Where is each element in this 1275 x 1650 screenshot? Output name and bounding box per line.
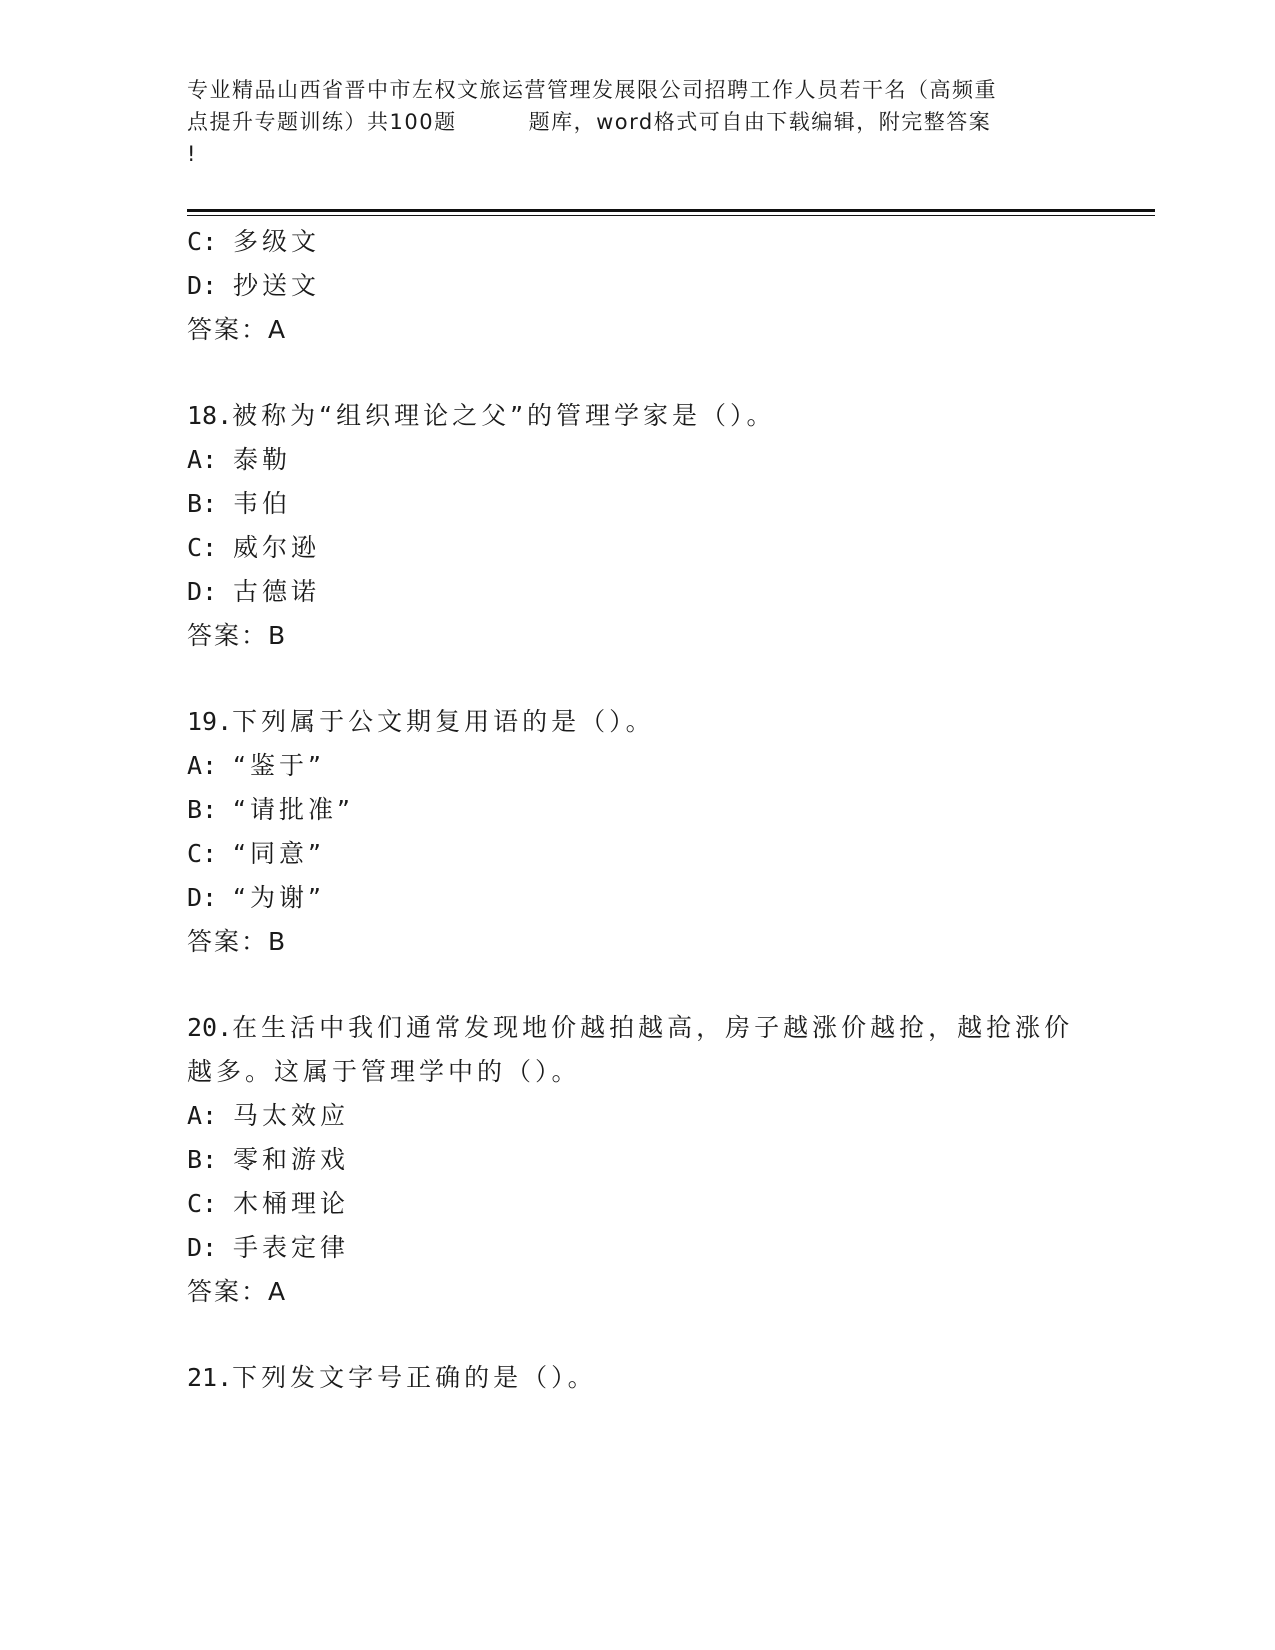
answer-line: [187, 310, 285, 350]
option-d: [187, 1228, 349, 1268]
option-letter: C:: [187, 227, 218, 256]
document-header: [187, 74, 1087, 170]
option-text: 古德诺: [233, 577, 321, 606]
option-letter: C:: [187, 1189, 218, 1218]
option-letter: B:: [187, 1145, 218, 1174]
answer-value: A: [268, 315, 286, 344]
option-c: [187, 528, 320, 568]
header-line-2-part-1: 点提升专题训练）共100题: [187, 110, 457, 134]
option-text: 马太效应: [233, 1101, 350, 1130]
question-text: 下列属于公文期复用语的是（）。: [232, 707, 655, 736]
option-c: [187, 1184, 349, 1224]
answer-line: [187, 616, 285, 656]
option-letter: D:: [187, 271, 218, 300]
question-text: 被称为“组织理论之父”的管理学家是（）。: [232, 401, 776, 430]
header-line-1: 专业精品山西省晋中市左权文旅运营管理发展限公司招聘工作人员若干名（高频重: [187, 78, 997, 102]
answer-line: [187, 1272, 285, 1312]
option-text: “同意”: [233, 839, 325, 868]
question-19: [187, 702, 655, 742]
option-text: 手表定律: [233, 1233, 350, 1262]
option-letter: A:: [187, 1101, 218, 1130]
option-a: [187, 1096, 349, 1136]
option-letter: B:: [187, 795, 218, 824]
question-text-line-1: 在生活中我们通常发现地价越拍越高，房子越涨价越抢，越抢涨价: [232, 1013, 1074, 1042]
option-text: 威尔逊: [233, 533, 321, 562]
option-d: [187, 878, 325, 918]
question-20-continued: [187, 1052, 581, 1092]
option-text: 多级文: [233, 227, 321, 256]
question-number: 19.: [187, 707, 233, 736]
option-d: [187, 266, 320, 306]
option-a: [187, 440, 291, 480]
question-number: 21.: [187, 1363, 233, 1392]
question-18: [187, 396, 776, 436]
option-text: 泰勒: [233, 445, 292, 474]
option-b: [187, 484, 291, 524]
answer-label: 答案：: [187, 315, 269, 344]
answer-label: 答案：: [187, 621, 269, 650]
question-text-line-2: 越多。这属于管理学中的（）。: [187, 1057, 581, 1086]
answer-label: 答案：: [187, 927, 269, 956]
option-letter: D:: [187, 1233, 218, 1262]
option-letter: A:: [187, 751, 218, 780]
header-line-3: !: [187, 142, 197, 166]
option-text: “鉴于”: [233, 751, 325, 780]
header-divider-thin: [187, 215, 1155, 216]
option-a: [187, 746, 325, 786]
option-text: 木桶理论: [233, 1189, 350, 1218]
question-20: [187, 1008, 1073, 1048]
option-letter: C:: [187, 839, 218, 868]
option-c: [187, 222, 320, 262]
option-letter: D:: [187, 883, 218, 912]
option-d: [187, 572, 320, 612]
option-letter: D:: [187, 577, 218, 606]
header-divider-thick: [187, 209, 1155, 212]
question-number: 18.: [187, 401, 233, 430]
option-text: “为谢”: [233, 883, 325, 912]
answer-value: B: [268, 621, 286, 650]
option-text: 零和游戏: [233, 1145, 350, 1174]
option-b: [187, 790, 354, 830]
header-line-2-part-2: 题库，word格式可自由下载编辑，附完整答案: [528, 110, 992, 134]
option-letter: C:: [187, 533, 218, 562]
option-b: [187, 1140, 349, 1180]
answer-label: 答案：: [187, 1277, 269, 1306]
option-text: 抄送文: [233, 271, 321, 300]
header-line-2: [187, 106, 1087, 138]
question-text: 下列发文字号正确的是（）。: [232, 1363, 597, 1392]
question-number: 20.: [187, 1013, 233, 1042]
option-text: “请批准”: [233, 795, 354, 824]
option-letter: B:: [187, 489, 218, 518]
answer-value: B: [268, 927, 286, 956]
option-letter: A:: [187, 445, 218, 474]
question-21: [187, 1358, 597, 1398]
option-text: 韦伯: [233, 489, 292, 518]
answer-line: [187, 922, 285, 962]
answer-value: A: [268, 1277, 286, 1306]
option-c: [187, 834, 325, 874]
